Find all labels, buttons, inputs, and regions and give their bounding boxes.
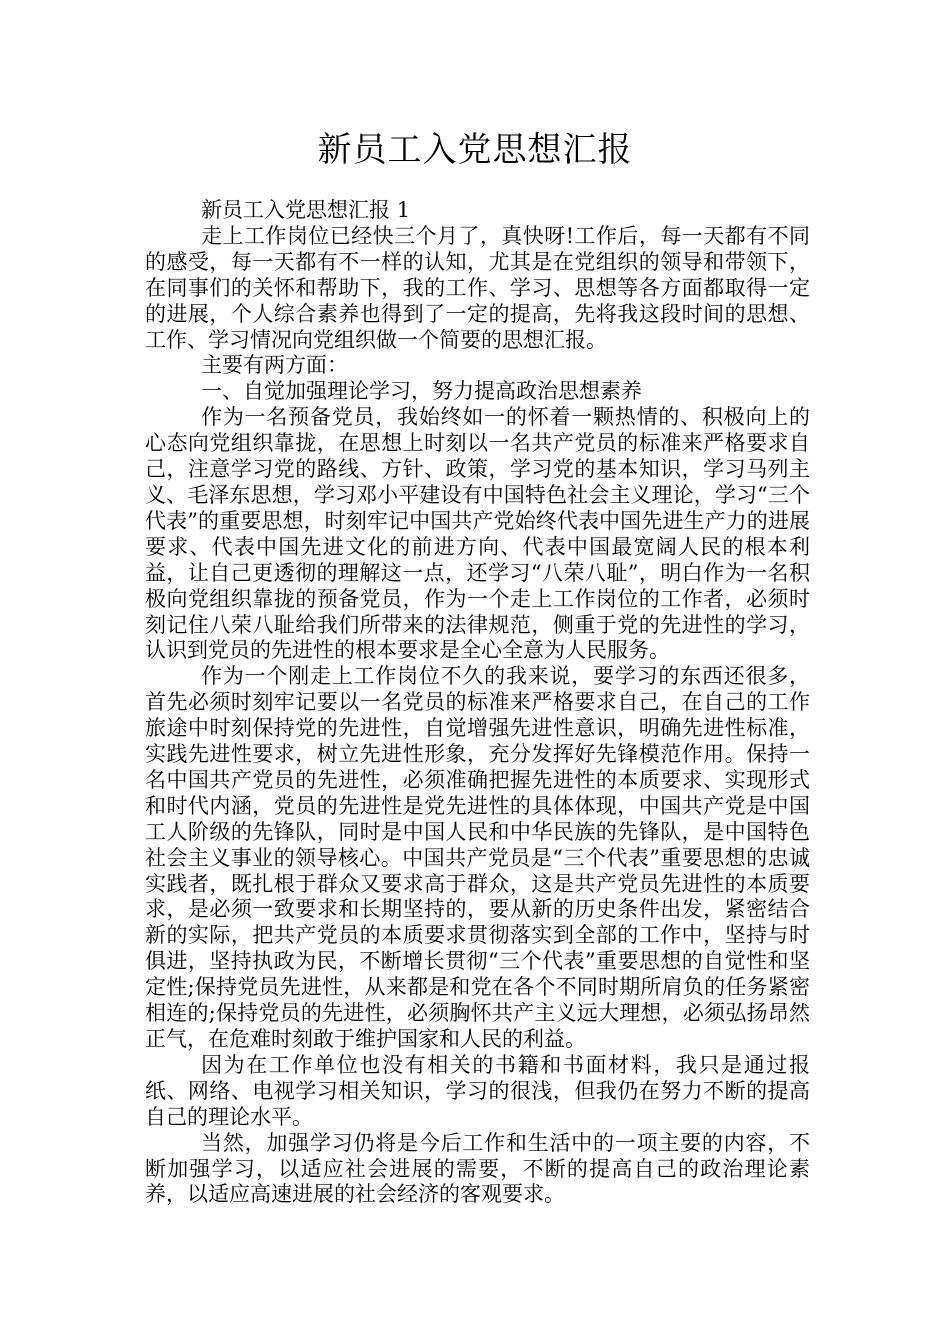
paragraph: 作为一名预备党员，我始终如一的怀着一颗热情的、积极向上的心态向党组织靠拢，在思想上时刻以一名共产党员的标准来严格要求自己，注意学习党的路线、方针、政策，学习党的基本知识，学习马列主义、毛泽东思想，学习邓小平建设有中国特色社会主义理论，学习“三个代表”的重要思想，时刻牢记中国共产党始终代表中国先进生产力的进展要求、代表中国先进文化的前进方向、代表中国最宽阔人民的根本利益，让自己更透彻的理解这一点，还学习“八荣八耻”，明白作为一名积极向党组织靠拢的预备党员，作为一个走上工作岗位的工作者，必须时刻记住八荣八耻给我们所带来的法律规范，侧重于党的先进性的学习，认识到党员的先进性的根本要求是全心全意为人民服务。: [145, 405, 810, 663]
paragraph: 主要有两方面：: [201, 353, 349, 378]
paragraph: 当然，加强学习仍将是今后工作和生活中的一项主要的内容，不断加强学习，以适应社会进展的需要，不断的提高自己的政治理论素养，以适应高速进展的社会经济的客观要求。: [145, 1130, 810, 1207]
document-title: 新员工入党思想汇报: [317, 130, 633, 170]
paragraph: 作为一个刚走上工作岗位不久的我来说，要学习的东西还很多，首先必须时刻牢记要以一名党员的标准来严格要求自己，在自己的工作旅途中时刻保持党的先进性，自觉增强先进性意识，明确先进性标准，实践先进性要求，树立先进性形象，充分发挥好先锋模范作用。保持一名中国共产党员的先进性，必须准确把握先进性的本质要求、实现形式和时代内涵，党员的先进性是党先进性的具体体现，中国共产党是中国工人阶级的先锋队，同时是中国人民和中华民族的先锋队，是中国特色社会主义事业的领导核心。中国共产党员是“三个代表”重要思想的忠诚实践者，既扎根于群众又要求高于群众，这是共产党员先进性的本质要求，是必须一致要求和长期坚持的，要从新的历史条件出发，紧密结合新的实际，把共产党员的本质要求贯彻落实到全部的工作中，坚持与时俱进，坚持执政为民，不断增长贯彻“三个代表”重要思想的自觉性和坚定性;保持党员先进性，从来都是和党在各个不同时期所肩负的任务紧密相连的;保持党员的先进性，必须胸怀共产主义远大理想，必须弘扬昂然正气，在危难时刻敢于维护国家和人民的利益。: [145, 664, 810, 1051]
subheading: 一、自觉加强理论学习，努力提高政治思想素养: [201, 379, 643, 404]
paragraph: 走上工作岗位已经快三个月了，真快呀!工作后，每一天都有不同的感受，每一天都有不一样的认知，尤其是在党组织的领导和带领下，在同事们的关怀和帮助下，我的工作、学习、思想等各方面都取得一定的进展，个人综合素养也得到了一定的提高，先将我这段时间的思想、工作、学习情况向党组织做一个简要的思想汇报。: [145, 223, 810, 352]
document-body: [145, 198, 810, 1208]
section-heading: 新员工入党思想汇报 1: [201, 198, 411, 222]
paragraph: 因为在工作单位也没有相关的书籍和书面材料，我只是通过报纸、网络、电视学习相关知识，学习的很浅，但我仍在努力不断的提高自己的理论水平。: [145, 1052, 810, 1129]
